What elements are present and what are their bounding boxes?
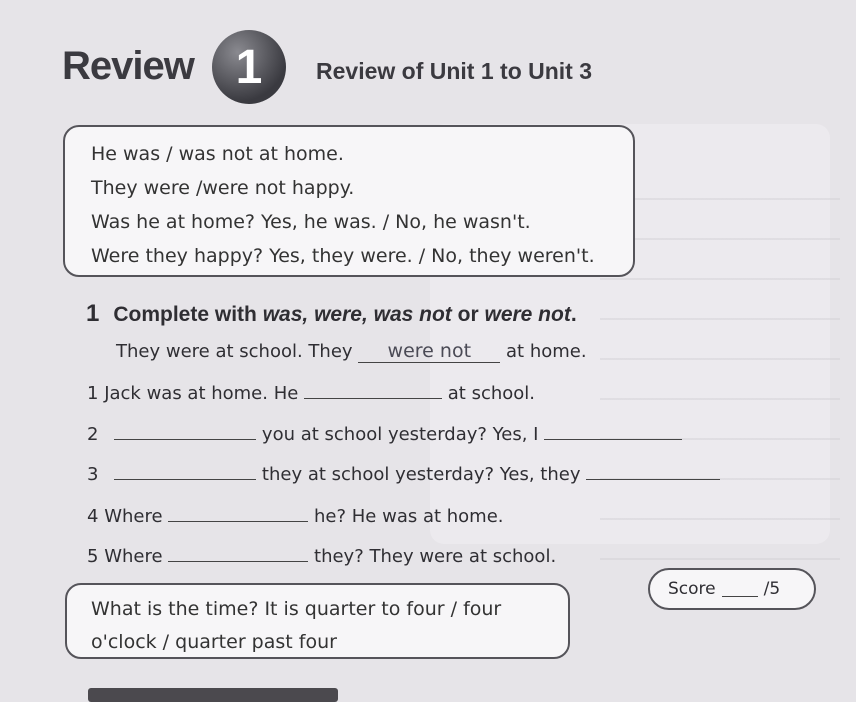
item-text-b: they? They were at school.: [314, 546, 557, 567]
item-number: 3: [87, 464, 99, 485]
item-number: 2: [87, 424, 99, 445]
time-line: What is the time? It is quarter to four / four: [91, 598, 502, 620]
grammar-line: They were /were not happy.: [91, 177, 355, 199]
item-number: 1: [87, 383, 99, 404]
item-text-a: Where: [104, 506, 163, 527]
time-box: [65, 583, 570, 659]
answer-blank[interactable]: [114, 461, 256, 480]
item-number: 5: [87, 546, 99, 567]
item-number: 4: [87, 506, 99, 527]
score-box: [648, 568, 816, 610]
exercise-title-last: were not: [484, 303, 571, 326]
item-text-b: he? He was at home.: [314, 506, 504, 527]
time-line: o'clock / quarter past four: [91, 631, 337, 653]
exercise-item-4: [87, 503, 504, 527]
example-answer: were not: [358, 340, 500, 363]
exercise-title-or: or: [457, 303, 479, 326]
score-label: Score: [668, 579, 716, 599]
exercise-item-3: [87, 461, 720, 485]
grammar-line: Was he at home? Yes, he was. / No, he wasn't.: [91, 211, 531, 233]
review-heading: Review: [62, 44, 194, 88]
exercise-title: 1 Complete with was, were, was not or were not.: [86, 300, 577, 327]
answer-blank[interactable]: [168, 543, 308, 562]
grammar-line: Were they happy? Yes, they were. / No, they weren't.: [91, 245, 595, 267]
item-text-a: Where: [104, 546, 163, 567]
exercise-title-prefix: Complete with: [113, 303, 257, 326]
page-subtitle: Review of Unit 1 to Unit 3: [316, 58, 593, 84]
answer-blank[interactable]: [544, 421, 682, 440]
answer-blank[interactable]: [114, 421, 256, 440]
review-number-badge: 1: [212, 30, 286, 104]
answer-blank[interactable]: [304, 380, 442, 399]
answer-blank[interactable]: [168, 503, 308, 522]
grammar-line: He was / was not at home.: [91, 143, 344, 165]
exercise-item-2: [87, 421, 682, 445]
exercise-item-1: [87, 380, 535, 404]
show-through-lines: [600, 160, 840, 590]
example-text-after: at home.: [506, 341, 587, 362]
example-text-before: They were at school. They: [116, 341, 353, 362]
exercise-number: 1: [86, 300, 100, 327]
grammar-box: [63, 125, 635, 277]
item-text-a: Jack was at home. He: [104, 383, 299, 404]
exercise-title-words: was, were, was not: [262, 303, 452, 326]
score-total: /5: [763, 579, 781, 599]
item-text-b: they at school yesterday? Yes, they: [261, 464, 581, 485]
item-text-b: you at school yesterday? Yes, I: [261, 424, 539, 445]
example-row: [116, 340, 587, 363]
exercise-item-5: [87, 543, 556, 567]
score-blank[interactable]: [722, 582, 758, 597]
next-exercise-title-cutoff: [88, 688, 338, 702]
answer-blank[interactable]: [586, 461, 720, 480]
item-text-b: at school.: [447, 383, 536, 404]
